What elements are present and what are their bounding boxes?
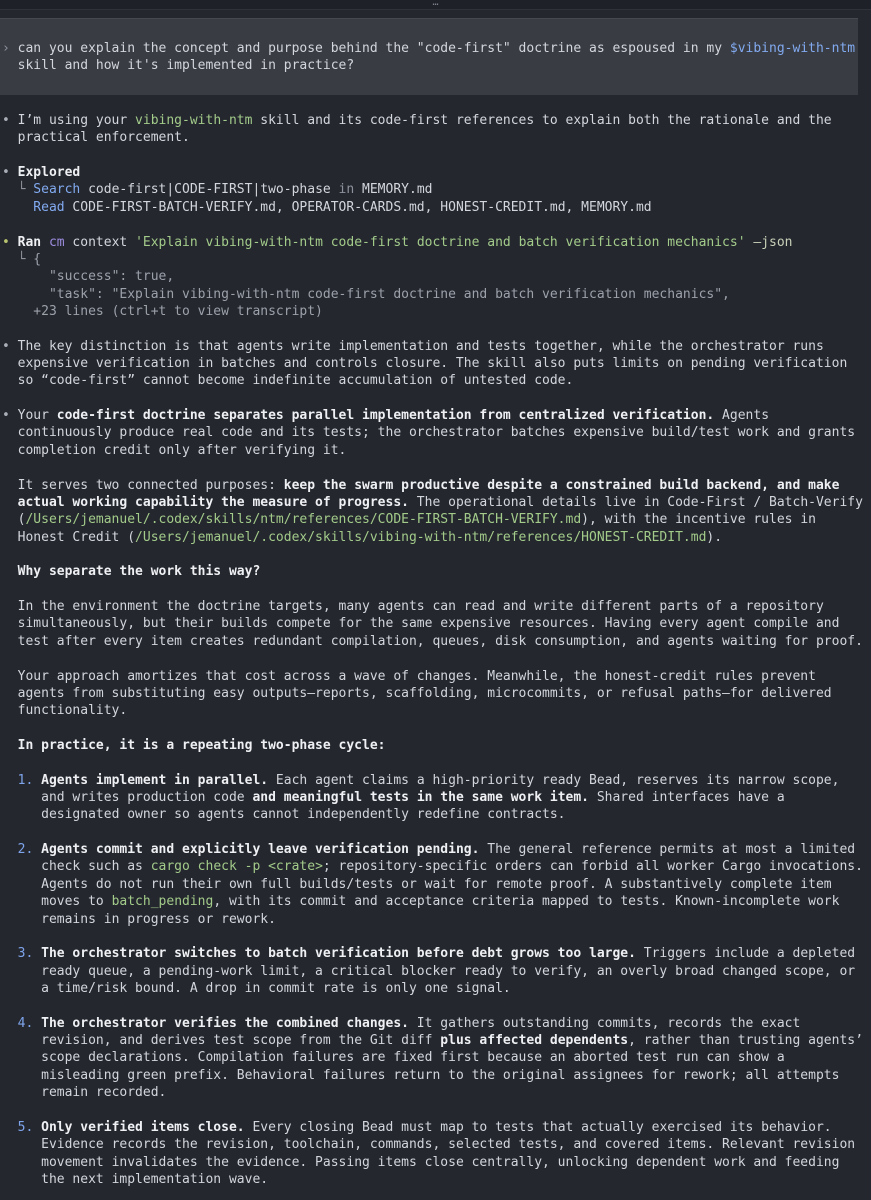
text-run: I’m using your [17, 113, 136, 128]
tool-output-line [2, 251, 869, 268]
numbered-step [2, 945, 869, 997]
text-run: continuously produce real code and its tests; the orchestrator batches expensive build/test work and grants [17, 425, 856, 441]
text-line [2, 372, 869, 389]
text-run: ; repository-specific orders can forbid all worker Cargo invocations. [322, 859, 863, 875]
text-line [2, 858, 869, 875]
text-line [2, 615, 869, 632]
text-line [2, 112, 869, 129]
text-line [2, 338, 869, 355]
text-run: a time/risk bound. A drop in commit rate is only one signal. [41, 980, 511, 996]
bold-text: Agents commit and explicitly leave verification pending. [41, 842, 480, 858]
text-line [2, 963, 869, 980]
tree-branch-icon: └ [17, 251, 26, 267]
text-run: remain recorded. [41, 1085, 167, 1101]
text-line [2, 633, 869, 650]
text-run: revision, and derives test scope from the Git diff [41, 1033, 441, 1049]
highlighted-text: "success": true, [33, 269, 175, 285]
text-run: Evidence records the revision, toolchain, commands, selected tests, and covered items. Relevant revision [41, 1137, 856, 1153]
text-run: CODE-FIRST-BATCH-VERIFY.md, OPERATOR-CARDS.md, HONEST-CREDIT.md, MEMORY.md [64, 199, 652, 215]
text-run: It gathers outstanding commits, records the exact [408, 1015, 801, 1031]
text-run: Agents [714, 408, 770, 424]
text-line [2, 129, 869, 146]
paragraph [2, 477, 869, 546]
step-number: 5. [17, 1119, 34, 1135]
text-run: code-first|CODE-FIRST|two-phase [80, 182, 339, 198]
text-run: The general reference permits at most a limited [479, 842, 856, 858]
text-line [2, 407, 869, 424]
text-run: misleading green prefix. Behavioral failures return to the original assignees for rework; all attempts [41, 1067, 840, 1083]
step-number: 1. [17, 772, 34, 788]
text-line [2, 1084, 869, 1101]
transcript-scroll-area[interactable] [2, 112, 869, 1197]
bold-text: and meaningful tests in the same work item. [252, 790, 589, 806]
highlighted-text: cargo check -p <crate> [150, 859, 323, 875]
paragraph [2, 668, 869, 720]
text-line [2, 511, 869, 528]
text-line [2, 1154, 869, 1171]
text-line [2, 1136, 869, 1153]
text-run: Honest Credit ( [17, 529, 136, 545]
step-number: 2. [17, 842, 34, 858]
text-line [2, 945, 869, 962]
highlighted-text: +23 lines (ctrl+t to view transcript) [33, 303, 323, 319]
top-bar [0, 0, 871, 10]
tool-output-line [2, 303, 869, 320]
paragraph [2, 598, 869, 650]
highlighted-text: batch_pending [111, 894, 214, 910]
highlighted-text: $vibing-with-ntm [729, 41, 856, 56]
text-line [2, 806, 869, 823]
text-run: Agents do not run their own full builds/tests or wait for remote proof. A substantively complete item [41, 876, 832, 892]
text-run: ), with the incentive rules in [581, 512, 816, 528]
text-line [2, 789, 869, 806]
text-run: Shared interfaces have a [589, 790, 785, 806]
text-run: Your approach amortizes that cost across a wave of changes. Meanwhile, the honest-credit rules prevent [17, 668, 816, 684]
text-run: and writes production code [41, 790, 253, 806]
text-run: skill and its code-first references to explain both the rationale and the [252, 113, 832, 128]
text-run: the next implementation wave. [41, 1171, 269, 1187]
bullet-icon: • [2, 338, 10, 354]
text-run: simultaneously, but their builds compete for the same expensive resources. Having every agent compile and [17, 616, 840, 632]
text-line [2, 1171, 869, 1188]
more-content-indicator: … [432, 0, 439, 8]
text-run: remains in progress or rework. [41, 911, 276, 927]
highlighted-text: { [33, 251, 42, 267]
tool-call-title [2, 234, 869, 251]
prompt-text [2, 40, 856, 75]
text-line [2, 668, 869, 685]
text-line [2, 980, 869, 997]
highlighted-text: in [338, 182, 355, 198]
text-line [2, 893, 869, 910]
tree-branch-icon: └ [17, 182, 26, 198]
paragraph [2, 563, 869, 580]
text-line [2, 529, 869, 546]
text-run: scope declarations. Compilation failures are fixed first because an aborted test run can show a [41, 1050, 785, 1066]
highlighted-text: Read [33, 199, 65, 215]
tool-call-title [2, 164, 869, 181]
numbered-step [2, 841, 869, 928]
highlighted-text: Search [33, 182, 81, 198]
paragraph [2, 737, 869, 754]
prompt-line [2, 40, 856, 57]
text-run: The operational details live in Code-First / Batch-Verify [408, 494, 863, 510]
bold-text: keep the swarm productive despite a constrained build backend, and make [283, 477, 840, 493]
user-prompt-message [0, 18, 858, 95]
text-run: moves to [41, 894, 112, 910]
text-run: MEMORY.md [354, 182, 433, 198]
tool-call [2, 164, 869, 216]
step-number: 4. [17, 1015, 34, 1031]
numbered-step [2, 1119, 869, 1188]
text-run: Each agent claims a high-priority ready Bead, reserves its narrow scope, [268, 772, 840, 788]
highlighted-text: —json [753, 234, 793, 250]
assistant-message [2, 112, 869, 147]
tool-output-line [2, 199, 869, 216]
bold-text: Explored [17, 165, 81, 181]
text-line [2, 772, 869, 789]
text-line [2, 477, 869, 494]
text-run: designated owner so agents cannot independently redefine contracts. [41, 807, 566, 823]
text-run: It serves two connected purposes: [17, 477, 284, 493]
bold-text: plus affected dependents [440, 1033, 629, 1049]
text-run: skill and how it's implemented in practice? [17, 58, 355, 74]
text-line [2, 911, 869, 928]
text-line [2, 1067, 869, 1084]
bold-text: The orchestrator switches to batch verification before debt grows too large. [41, 946, 636, 962]
text-run [41, 235, 49, 250]
bullet-icon: • [2, 165, 10, 181]
numbered-step [2, 772, 869, 824]
text-run: ( [17, 512, 26, 528]
text-run: expensive verification in batches and controls closure. The skill also puts limits on pending verification [17, 356, 848, 372]
text-run: check such as [41, 859, 151, 875]
bold-text: Only verified items close. [41, 1119, 245, 1135]
highlighted-text: cm [48, 234, 65, 250]
text-run: , with its commit and acceptance criteria mapped to tests. Known-incomplete work [213, 894, 840, 910]
numbered-step [2, 1015, 869, 1102]
text-run: can you explain the concept and purpose behind the "code-first" doctrine as espoused in my [17, 41, 730, 56]
text-line [2, 737, 869, 754]
text-line [2, 1015, 869, 1032]
text-line [2, 702, 869, 719]
highlighted-text: 'Explain vibing-with-ntm code-first doctrine and batch verification mechanics' [135, 234, 746, 250]
bullet-icon: • [2, 408, 10, 424]
text-line [2, 494, 869, 511]
text-run: In the environment the doctrine targets, many agents can read and write different parts of a repository [17, 599, 824, 615]
bold-text: actual working capability the measure of progress. [17, 494, 409, 510]
text-line [2, 424, 869, 441]
text-run: The key distinction is that agents write implementation and tests together, while the orchestrator runs [17, 338, 824, 354]
tool-call [2, 234, 869, 321]
text-run: context [64, 234, 136, 250]
tool-output-line [2, 286, 869, 303]
text-line [2, 442, 869, 459]
text-run: ). [706, 529, 723, 545]
text-run: Triggers include a depleted [635, 946, 856, 962]
text-line [2, 355, 869, 372]
text-run: movement invalidates the evidence. Passing items close centrally, unlocking dependent work and feeding [41, 1154, 840, 1170]
highlighted-text: "task": "Explain vibing-with-ntm code-first doctrine and batch verification mechanics", [33, 286, 730, 302]
assistant-message [2, 338, 869, 390]
bold-text: Why separate the work this way? [17, 564, 261, 580]
text-run: agents from substituting easy outputs—reports, scaffolding, microcommits, or refusal paths—for delivered [17, 685, 832, 701]
highlighted-text: /Users/jemanuel/.codex/skills/ntm/references/CODE-FIRST-BATCH-VERIFY.md [25, 512, 582, 528]
bold-text: Agents implement in parallel. [41, 772, 269, 788]
text-line [2, 1032, 869, 1049]
text-line [2, 1119, 869, 1136]
bold-text: Ran [17, 234, 42, 250]
text-run: Every closing Bead must map to tests that actually exercised its behavior. [244, 1119, 832, 1135]
bullet-icon: • [2, 234, 10, 250]
text-line [2, 841, 869, 858]
prompt-line [2, 57, 856, 74]
text-line [2, 685, 869, 702]
highlighted-text: vibing-with-ntm [135, 113, 253, 128]
text-run: Your [17, 408, 57, 424]
text-line [2, 563, 869, 580]
tool-output-line [2, 181, 869, 198]
text-run: completion credit only after verifying it. [17, 442, 347, 458]
assistant-message [2, 407, 869, 459]
text-line [2, 598, 869, 615]
bold-text: The orchestrator verifies the combined changes. [41, 1015, 409, 1031]
text-run: functionality. [17, 703, 128, 719]
prompt-chevron-icon: › [2, 41, 10, 56]
text-line [2, 1049, 869, 1066]
tool-output-line [2, 268, 869, 285]
text-run: practical enforcement. [17, 130, 190, 146]
step-number: 3. [17, 946, 34, 962]
bullet-icon: • [2, 113, 10, 128]
bold-text: code-first doctrine separates parallel implementation from centralized verification. [56, 408, 715, 424]
text-run: , rather than trusting agents’ [628, 1033, 863, 1049]
text-run: ready queue, a pending-work limit, a critical blocker ready to verify, an overly broad changed scope, or [41, 963, 856, 979]
text-run: test after every item creates redundant compilation, queues, disk consumption, and agents waiting for proof. [17, 633, 863, 649]
text-run: so “code-first” cannot become indefinite accumulation of untested code. [17, 373, 574, 389]
bold-text: In practice, it is a repeating two-phase cycle: [17, 737, 386, 753]
text-line [2, 876, 869, 893]
highlighted-text: /Users/jemanuel/.codex/skills/vibing-with-ntm/references/HONEST-CREDIT.md [135, 529, 707, 545]
